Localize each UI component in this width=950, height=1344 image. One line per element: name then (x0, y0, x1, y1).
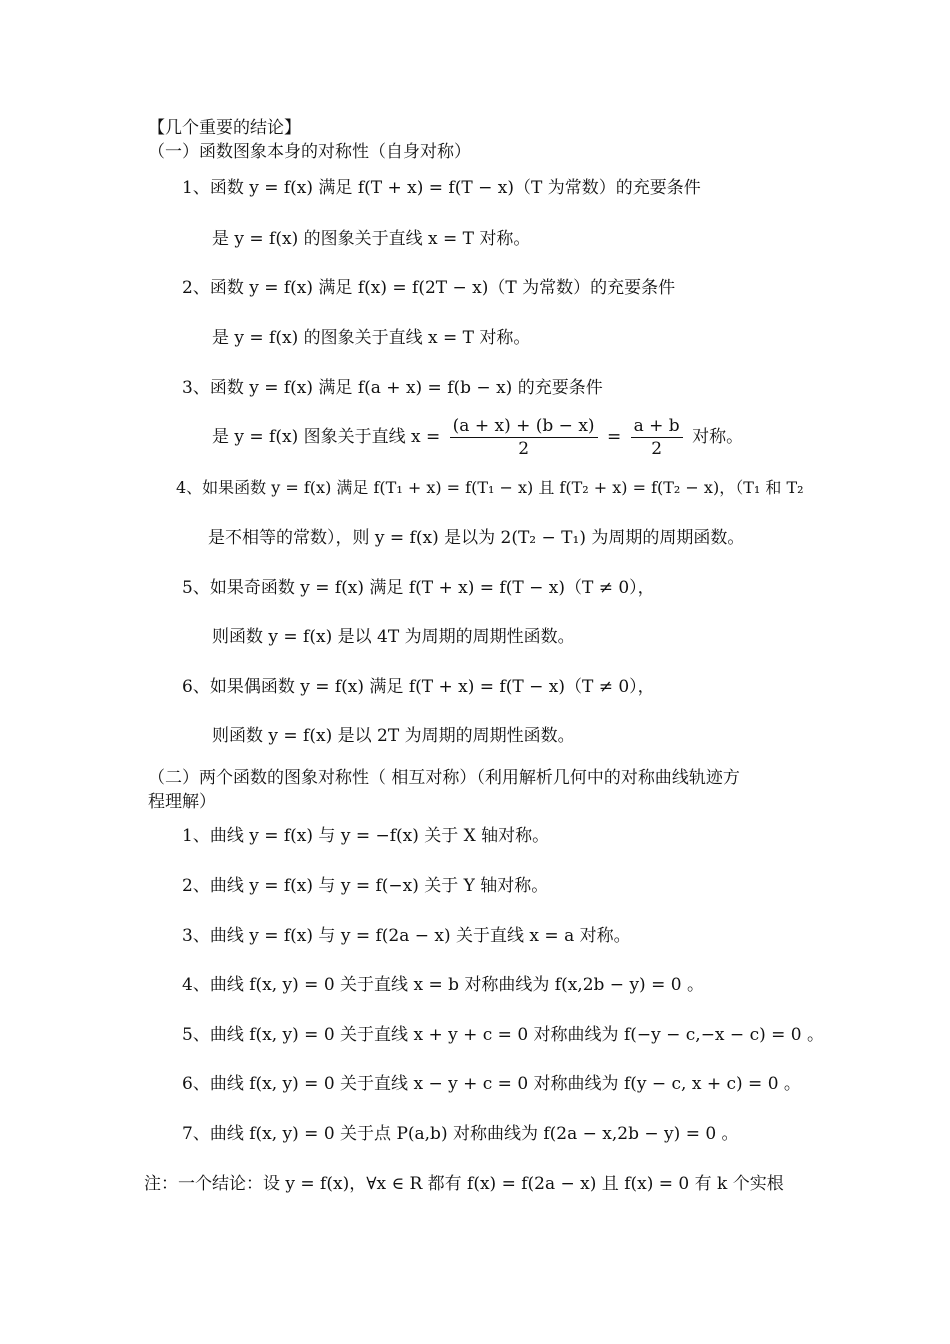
item2-line2: 是 y = f(x) 的图象关于直线 x = T 对称。 (212, 328, 531, 348)
item3-line1: 3、函数 y = f(x) 满足 f(a + x) = f(b − x) 的充要条件 (182, 378, 603, 398)
sec2-item3: 3、曲线 y = f(x) 与 y = f(2a − x) 关于直线 x = a 对称。 (182, 926, 631, 946)
item1-line1: 1、函数 y = f(x) 满足 f(T + x) = f(T − x)（T 为常数）的充要条件 (182, 178, 701, 198)
item4-line1: 4、如果函数 y = f(x) 满足 f(T₁ + x) = f(T₁ − x) 且 f(T₂ + x) = f(T₂ − x)，（T₁ 和 T₂ (176, 478, 804, 497)
item4-line2: 是不相等的常数），则 y = f(x) 是以为 2(T₂ − T₁) 为周期的周期函数。 (208, 528, 745, 548)
fraction-simplified (631, 415, 683, 460)
fraction-midpoint (450, 415, 598, 460)
section1-title: （一）函数图象本身的对称性（自身对称） (148, 142, 471, 162)
section2-title-line2: 程理解） (148, 792, 216, 812)
section2-title-line1: （二）两个函数的图象对称性（ 相互对称）（利用解析几何中的对称曲线轨迹方 (148, 768, 740, 788)
note-line: 注：一个结论：设 y = f(x)，∀x ∈ R 都有 f(x) = f(2a − x) 且 f(x) = 0 有 k 个实根 (144, 1174, 784, 1194)
equals-sign: = (606, 427, 622, 447)
fraction-denominator: 2 (651, 439, 663, 459)
item6-line1: 6、如果偶函数 y = f(x) 满足 f(T + x) = f(T − x)（T ≠ 0）， (182, 677, 655, 697)
sec2-item2: 2、曲线 y = f(x) 与 y = f(−x) 关于 Y 轴对称。 (182, 876, 549, 896)
item3-line2-pre: 是 y = f(x) 图象关于直线 x = (212, 427, 441, 447)
item1-line2: 是 y = f(x) 的图象关于直线 x = T 对称。 (212, 229, 531, 249)
fraction-denominator: 2 (518, 439, 530, 459)
fraction-numerator: (a + x) + (b − x) (450, 415, 598, 438)
sec2-item4: 4、曲线 f(x, y) = 0 关于直线 x = b 对称曲线为 f(x,2b − y) = 0 。 (182, 975, 704, 995)
heading: 【几个重要的结论】 (148, 118, 301, 138)
sec2-item1: 1、曲线 y = f(x) 与 y = −f(x) 关于 X 轴对称。 (182, 826, 550, 846)
sec2-item7: 7、曲线 f(x, y) = 0 关于点 P(a,b) 对称曲线为 f(2a − x,2b − y) = 0 。 (182, 1124, 739, 1144)
sec2-item6: 6、曲线 f(x, y) = 0 关于直线 x − y + c = 0 对称曲线为 f(y − c, x + c) = 0 。 (182, 1074, 801, 1094)
item3-line2 (212, 414, 743, 460)
fraction-numerator: a + b (631, 415, 683, 438)
item5-line1: 5、如果奇函数 y = f(x) 满足 f(T + x) = f(T − x)（T ≠ 0）， (182, 578, 655, 598)
sec2-item5: 5、曲线 f(x, y) = 0 关于直线 x + y + c = 0 对称曲线为 f(−y − c,−x − c) = 0 。 (182, 1025, 824, 1045)
item2-line1: 2、函数 y = f(x) 满足 f(x) = f(2T − x)（T 为常数）的充要条件 (182, 278, 676, 298)
item6-line2: 则函数 y = f(x) 是以 2T 为周期的周期性函数。 (212, 726, 575, 746)
item5-line2: 则函数 y = f(x) 是以 4T 为周期的周期性函数。 (212, 627, 575, 647)
item3-line2-post: 对称。 (692, 427, 744, 447)
